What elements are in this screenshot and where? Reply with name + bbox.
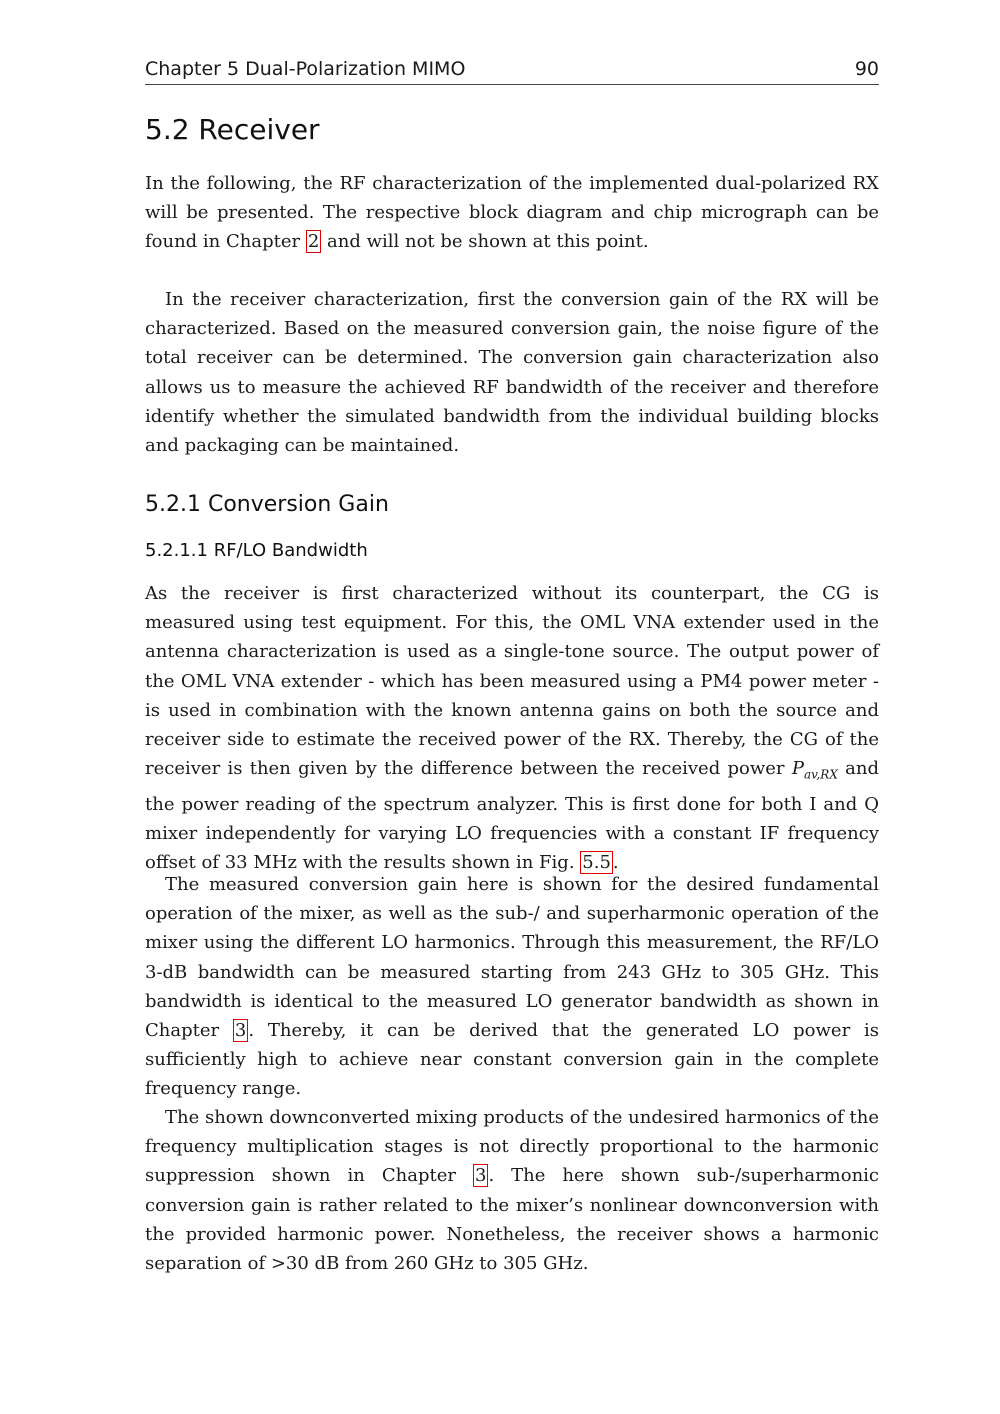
subsection-title: 5.2.1 Conversion Gain xyxy=(145,492,389,517)
intro-paragraph-1 xyxy=(145,169,879,257)
figure-5-5-link[interactable]: 5.5 xyxy=(582,852,611,874)
text-run: The shown downconverted mixing products of the undesired harmonics of the frequency multiplication stages is not directly proportional to the harmonic suppression shown in Chapter xyxy=(145,1107,879,1187)
text-run: As the receiver is first characterized without its counterpart, the CG is measured using test equipment. For this, the OML VNA extender used in the antenna characterization is used as a single-tone source. The output power of the OML VNA extender - which has been measured using a PM4 power meter - is used in combination with the known antenna gains on both the source and receiver side to estimate the received power of the RX. Thereby, the CG of the receiver is then given by the difference between the received power xyxy=(145,583,879,780)
header-chapter-title: Chapter 5 Dual-Polarization MIMO xyxy=(145,58,466,80)
text-run: . The here shown sub-/superharmonic conversion gain is rather related to the mixer’s nonlinear downconversion with the provided harmonic power. Nonetheless, the receiver shows a harmonic separation of >30 dB from 260 GHz to 305 GHz. xyxy=(145,1165,880,1275)
subsubsection-title: 5.2.1.1 RF/LO Bandwidth xyxy=(145,540,368,561)
text-run: . Thereby, it can be derived that the generated LO power is sufficiently high to achieve near constant conversion gain in the complete frequency range. xyxy=(145,1020,879,1100)
chapter-3-link[interactable]: 3 xyxy=(234,1020,247,1042)
intro-paragraph-2: In the receiver characterization, first the conversion gain of the RX will be characterized. Based on the measured conversion gain, the noise figure of the total receiver can be determined. The conversion gain characterization also allows us to measure the achieved RF bandwidth of the receiver and therefore identify whether the simulated bandwidth from the individual building blocks and packaging can be maintained. xyxy=(145,289,879,457)
section-title: 5.2 Receiver xyxy=(145,113,320,146)
text-run: . xyxy=(612,852,619,874)
text-run: and will not be shown at this point. xyxy=(321,231,649,253)
body-paragraph-1 xyxy=(145,579,879,878)
chapter-2-link[interactable]: 2 xyxy=(307,231,320,253)
math-subscript: av,RX xyxy=(803,767,838,782)
body-paragraph-3 xyxy=(145,1103,879,1278)
text-run: and the power reading of the spectrum analyzer. This is first done for both I and Q mixer independently for varying LO frequencies with a constant IF frequency offset of 33 MHz with the results shown in Fig. xyxy=(145,758,879,874)
math-base: P xyxy=(791,758,804,780)
chapter-3-link[interactable]: 3 xyxy=(474,1165,487,1187)
text-run: In the following, the RF characterization of the implemented dual-polarized RX will be presented. The respective block diagram and chip micrograph can be found in Chapter xyxy=(145,173,879,253)
body-paragraph-2 xyxy=(145,870,879,1104)
text-run: The measured conversion gain here is shown for the desired fundamental operation of the mixer, as well as the sub-/ and superharmonic operation of the mixer using the different LO harmonics. Through this measurement, the RF/LO 3-dB bandwidth can be measured starting from 243 GHz to 305 GHz. This bandwidth is identical to the measured LO generator bandwidth as shown in Chapter xyxy=(145,874,879,1042)
running-header xyxy=(145,56,879,85)
math-p-av-rx xyxy=(791,758,838,782)
page-number: 90 xyxy=(854,58,879,80)
